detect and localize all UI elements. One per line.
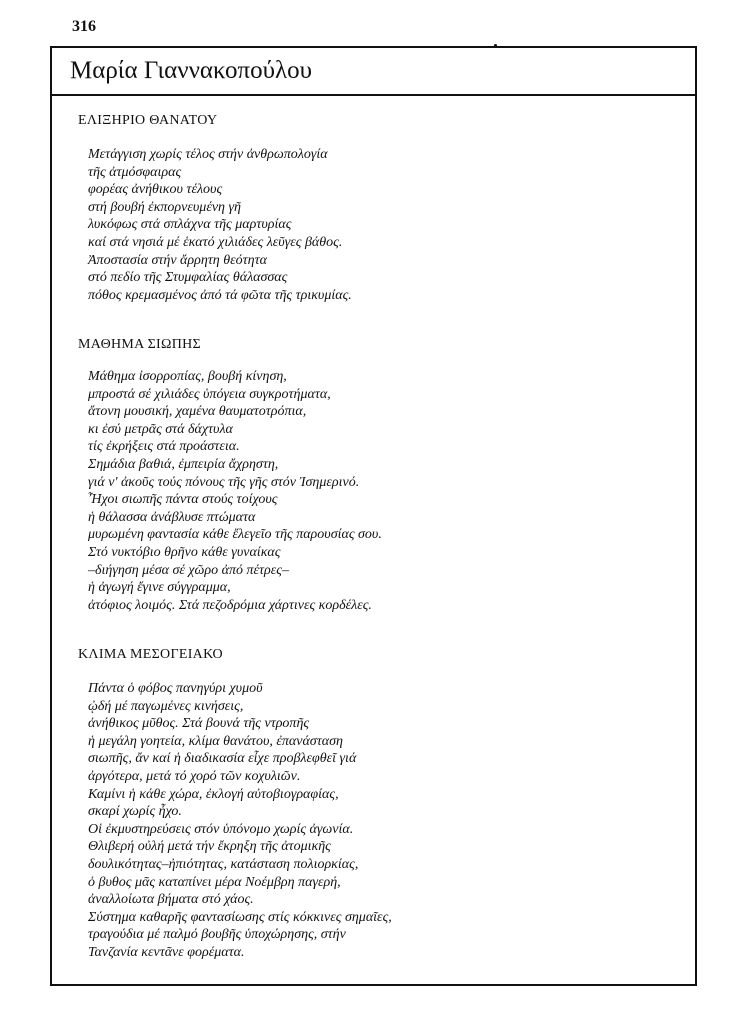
poem-line: Στό νυκτόβιο θρῆνο κάθε γυναίκας [88, 544, 281, 560]
poem-line: δουλικότητας–ἠπιότητας, κατάσταση πολιορκίας, [88, 856, 359, 872]
poem-line: Σύστημα καθαρῆς φαντασίωσης στίς κόκκινες σημαῖες, [88, 909, 392, 925]
poem-line: στή βουβή ἐκπορνευμένη γῆ [88, 199, 241, 215]
poem-line: ἡ θάλασσα ἀνάβλυσε πτώματα [88, 509, 256, 525]
poem-line: Σημάδια βαθιά, ἐμπειρία ἄχρηστη, [88, 456, 279, 472]
poem-title-elixirio-thanatou: ΕΛΙΞΗΡΙΟ ΘΑΝΑΤΟΥ [78, 113, 218, 128]
poem-body-klima-mesogeiako [88, 680, 392, 962]
poem-line: τίς ἐκρήξεις στά προάστεια. [88, 439, 240, 455]
poem-line: –διήγηση μέσα σέ χῶρο ἀπό πέτρες– [88, 562, 289, 578]
poem-line: Καμίνι ἡ κάθε χώρα, ἐκλογή αὐτοβιογραφίας, [88, 786, 339, 802]
poem-line: κι ἐσύ μετρᾶς στά δάχτυλα [88, 421, 233, 437]
poem-line: Ἦχοι σιωπῆς πάντα στούς τοίχους [88, 492, 278, 508]
poem-line: Μετάγγιση χωρίς τέλος στήν ἀνθρωπολογία [88, 147, 328, 162]
poem-line: στό πεδίο τῆς Στυμφαλίας θάλασσας [88, 270, 288, 286]
poem-title-mathima-siopis: ΜΑΘΗΜΑ ΣΙΩΠΗΣ [78, 337, 201, 352]
poem-line: καί στά νησιά μέ ἑκατό χιλιάδες λεῦγες βάθος. [88, 234, 343, 250]
poem-line: τραγούδια μέ παλμό βουβῆς ὑποχώρησης, στήν [88, 927, 346, 943]
poem-line: σκαρί χωρίς ἦχο. [88, 804, 182, 820]
poem-body-elixirio-thanatou [88, 146, 352, 304]
poem-line: Μάθημα ἰσορροπίας, βουβή κίνηση, [88, 369, 287, 384]
poem-line: ὁ βυθος μᾶς καταπίνει μέρα Νοέμβρη παγερή, [88, 874, 341, 890]
author-header [52, 48, 695, 96]
poem-line: μυρωμένη φαντασία κάθε ἔλεγεῖο τῆς παρουσίας σου. [88, 527, 382, 543]
poem-line: σιωπῆς, ἄν καί ἡ διαδικασία εἶχε προβλεφθεῖ γιά [88, 751, 357, 767]
poem-title-klima-mesogeiako: ΚΛΙΜΑ ΜΕΣΟΓΕΙΑΚΟ [78, 647, 223, 662]
poem-line: ἀργότερα, μετά τό χορό τῶν κοχυλιῶν. [88, 768, 301, 784]
poem-line: Ἀποστασία στήν ἄρρητη θεότητα [88, 252, 267, 268]
poem-line: Τανζανία κεντᾶνε φορέματα. [88, 944, 245, 960]
poem-line: ἀναλλοίωτα βήματα στό χάος. [88, 892, 254, 908]
poem-line: ἀτόφιος λοιμός. Στά πεζοδρόμια χάρτινες κορδέλες. [88, 597, 372, 613]
author-name: Μαρία Γιαννακοπούλου [70, 57, 313, 84]
poem-line: λυκόφως στά σπλάχνα τῆς μαρτυρίας [88, 217, 292, 233]
poem-line: ἡ μεγάλη γοητεία, κλίμα θανάτου, ἐπανάσταση [88, 733, 343, 749]
poem-line: ἄτονη μουσική, χαμένα θαυματοτρόπια, [88, 404, 307, 420]
poem-line: ᾠδή μέ παγωμένες κινήσεις, [88, 698, 244, 714]
poem-line: Οἱ ἐκμυστηρεύσεις στόν ὑπόνομο χωρίς ἀγωνία. [88, 821, 354, 837]
poem-line: μπροστά σέ χιλιάδες ὑπόγεια συγκροτήματα, [88, 386, 331, 402]
poem-line: Πάντα ὁ φόβος πανηγύρι χυμοῦ [88, 681, 263, 696]
poem-line: πόθος κρεμασμένος ἀπό τά φῶτα τῆς τρικυμίας. [88, 287, 352, 303]
poem-line: φορέας ἀνήθικου τέλους [88, 182, 223, 198]
poem-line: ἡ ἀγωγή ἔγινε σύγγραμμα, [88, 580, 231, 596]
poem-line: Θλιβερή οὐλή μετά τήν ἔκρηξη τῆς ἀτομικῆς [88, 839, 331, 855]
poem-line: γιά ν' ἀκοῦς τούς πόνους τῆς γῆς στόν Ἰσημερινό. [88, 474, 360, 490]
page-number: 316 [72, 18, 96, 35]
poem-line: τῆς ἀτμόσφαιρας [88, 164, 182, 180]
poem-body-mathima-siopis [88, 368, 382, 614]
poem-line: ἀνήθικος μῦθος. Στά βουνά τῆς ντροπῆς [88, 716, 310, 732]
